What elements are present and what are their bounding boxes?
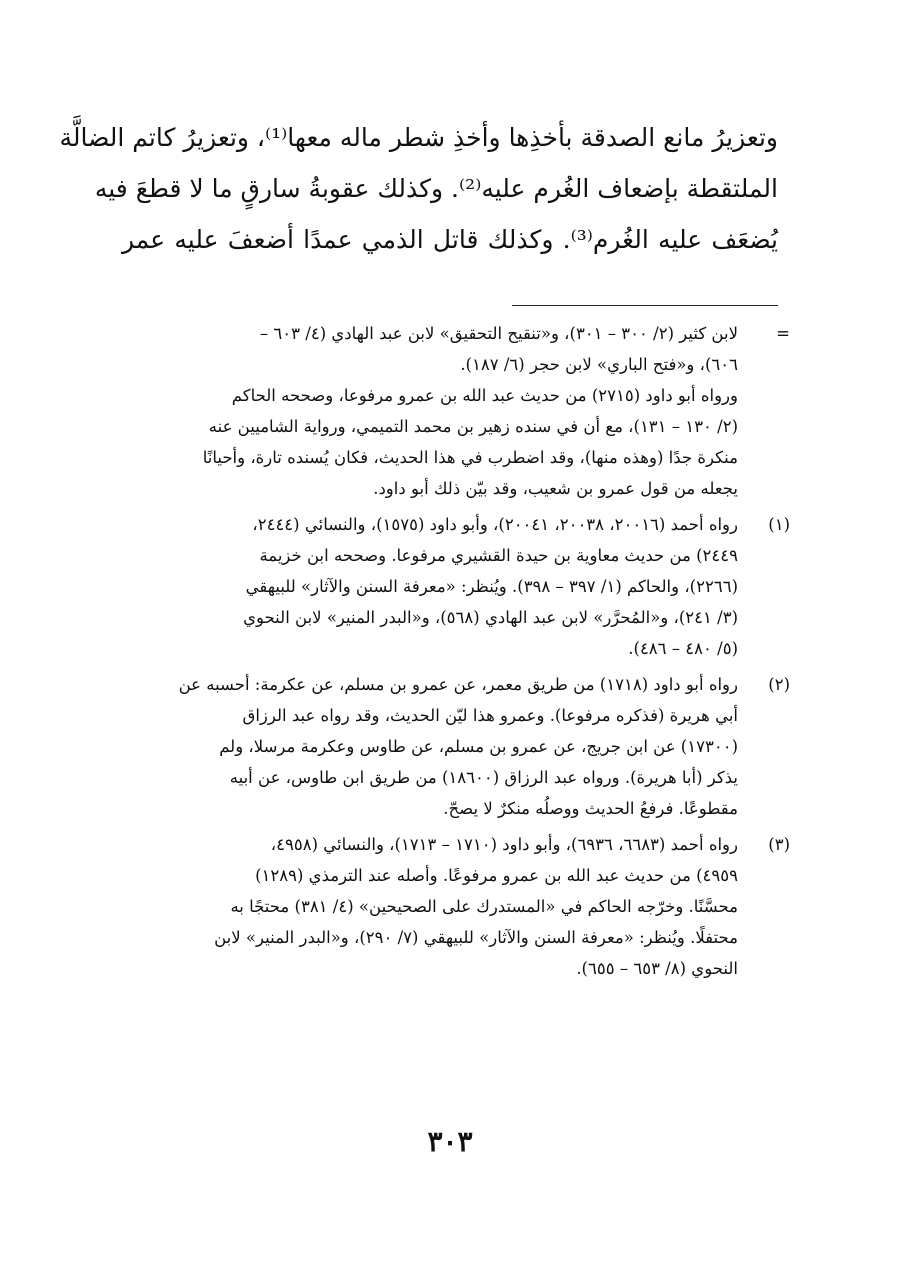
footnote-line: محتفلًا. ويُنظر: «معرفة السنن والآثار» للبيهقي (٧/ ٢٩٠)، و«البدر المنير» لابن	[214, 928, 738, 947]
footnote-line: أبي هريرة (فذكره مرفوعا). وعمرو هذا ليّن الحديث، وقد رواه عبد الرزاق	[242, 706, 738, 725]
main-text-line: وتعزيرُ مانع الصدقة بأخذِها وأخذِ شطر ماله معها⁽¹⁾، وتعزيرُ كاتم الضالَّة	[59, 123, 778, 152]
footnote-line: (٢٢٦٦)، والحاكم (١/ ٣٩٧ – ٣٩٨). ويُنظر: «معرفة السنن والآثار» للبيهقي	[245, 577, 738, 596]
footnote-number: (٣)	[768, 835, 790, 854]
footnote-body	[122, 318, 738, 504]
page-number: ٣٠٣	[427, 1125, 473, 1158]
footnote-line: مقطوعًا. فرفعُ الحديث ووصلُه منكرٌ لا يصحّ.	[443, 799, 738, 818]
footnote-number: (١)	[768, 515, 790, 534]
footnote-line: ٢٤٤٩) من حديث معاوية بن حيدة القشيري مرفوعا. وصححه ابن خزيمة	[259, 546, 738, 565]
footnote-line: (٥/ ٤٨٠ – ٤٨٦).	[628, 639, 738, 658]
footnote-line: (٣/ ٢٤١)، و«المُحرَّر» لابن عبد الهادي (٥٦٨)، و«البدر المنير» لابن النحوي	[243, 608, 738, 627]
footnote-line: يجعله من قول عمرو بن شعيب، وقد بيّن ذلك أبو داود.	[373, 479, 738, 498]
footnote-body	[122, 669, 738, 824]
footnotes	[122, 318, 790, 989]
footnote-line: (٢/ ١٣٠ – ١٣١)، مع أن في سنده زهير بن محمد التميمي، ورواية الشاميين عنه	[208, 417, 738, 436]
footnote-line: منكرة جدًا (وهذه منها)، وقد اضطرب في هذا الحديث، فكان يُسنده تارة، وأحيانًا	[202, 448, 738, 467]
footnote-line: ٤٩٥٩) من حديث عبد الله بن عمرو مرفوعًا. وأصله عند الترمذي (١٢٨٩)	[255, 866, 738, 885]
footnote-line: محسَّنًا. وخرّجه الحاكم في «المستدرك على الصحيحين» (٤/ ٣٨١) محتجًا به	[230, 897, 738, 916]
footnote-line: رواه أبو داود (١٧١٨) من طريق معمر، عن عمرو بن مسلم، عن عكرمة: أحسبه عن	[178, 675, 738, 694]
main-text-line: الملتقطة بإضعاف الغُرم عليه⁽²⁾. وكذلك عقوبةُ سارقٍ ما لا قطعَ فيه	[94, 174, 778, 203]
footnote-marker: =	[776, 324, 790, 343]
footnote-line: النحوي (٨/ ٦٥٣ – ٦٥٥).	[576, 959, 738, 978]
main-text-line: يُضعَف عليه الغُرم⁽³⁾. وكذلك قاتل الذمي عمدًا أضعفَ عليه عمر	[122, 225, 778, 254]
footnote-line: ورواه أبو داود (٢٧١٥) من حديث عبد الله بن عمرو مرفوعا، وصححه الحاكم	[231, 386, 738, 405]
footnote-1	[122, 509, 790, 664]
footnote-2	[122, 669, 790, 824]
footnote-line: رواه أحمد (٢٠٠١٦، ٢٠٠٣٨، ٢٠٠٤١)، وأبو داود (١٥٧٥)، والنسائي (٢٤٤٤،	[252, 515, 738, 534]
footnote-number: (٢)	[768, 675, 790, 694]
footnote-line: (١٧٣٠٠) عن ابن جريج، عن عمرو بن مسلم، عن طاوس وعكرمة مرسلا، ولم	[219, 737, 738, 756]
footnote-line: ٦٠٦)، و«فتح الباري» لابن حجر (٦/ ١٨٧).	[460, 355, 738, 374]
footnote-3	[122, 829, 790, 984]
main-text	[59, 112, 778, 265]
footnote-separator	[512, 305, 778, 306]
footnote-body	[122, 509, 738, 664]
footnote-line: لابن كثير (٢/ ٣٠٠ – ٣٠١)، و«تنقيح التحقيق» لابن عبد الهادي (٤/ ٦٠٣ –	[259, 324, 738, 343]
footnote-continuation	[122, 318, 790, 504]
footnote-line: يذكر (أبا هريرة). ورواه عبد الرزاق (١٨٦٠٠) من طريق ابن طاوس، عن أبيه	[229, 768, 738, 787]
footnote-body	[122, 829, 738, 984]
footnote-line: رواه أحمد (٦٦٨٣، ٦٩٣٦)، وأبو داود (١٧١٠ – ١٧١٣)، والنسائي (٤٩٥٨،	[270, 835, 738, 854]
